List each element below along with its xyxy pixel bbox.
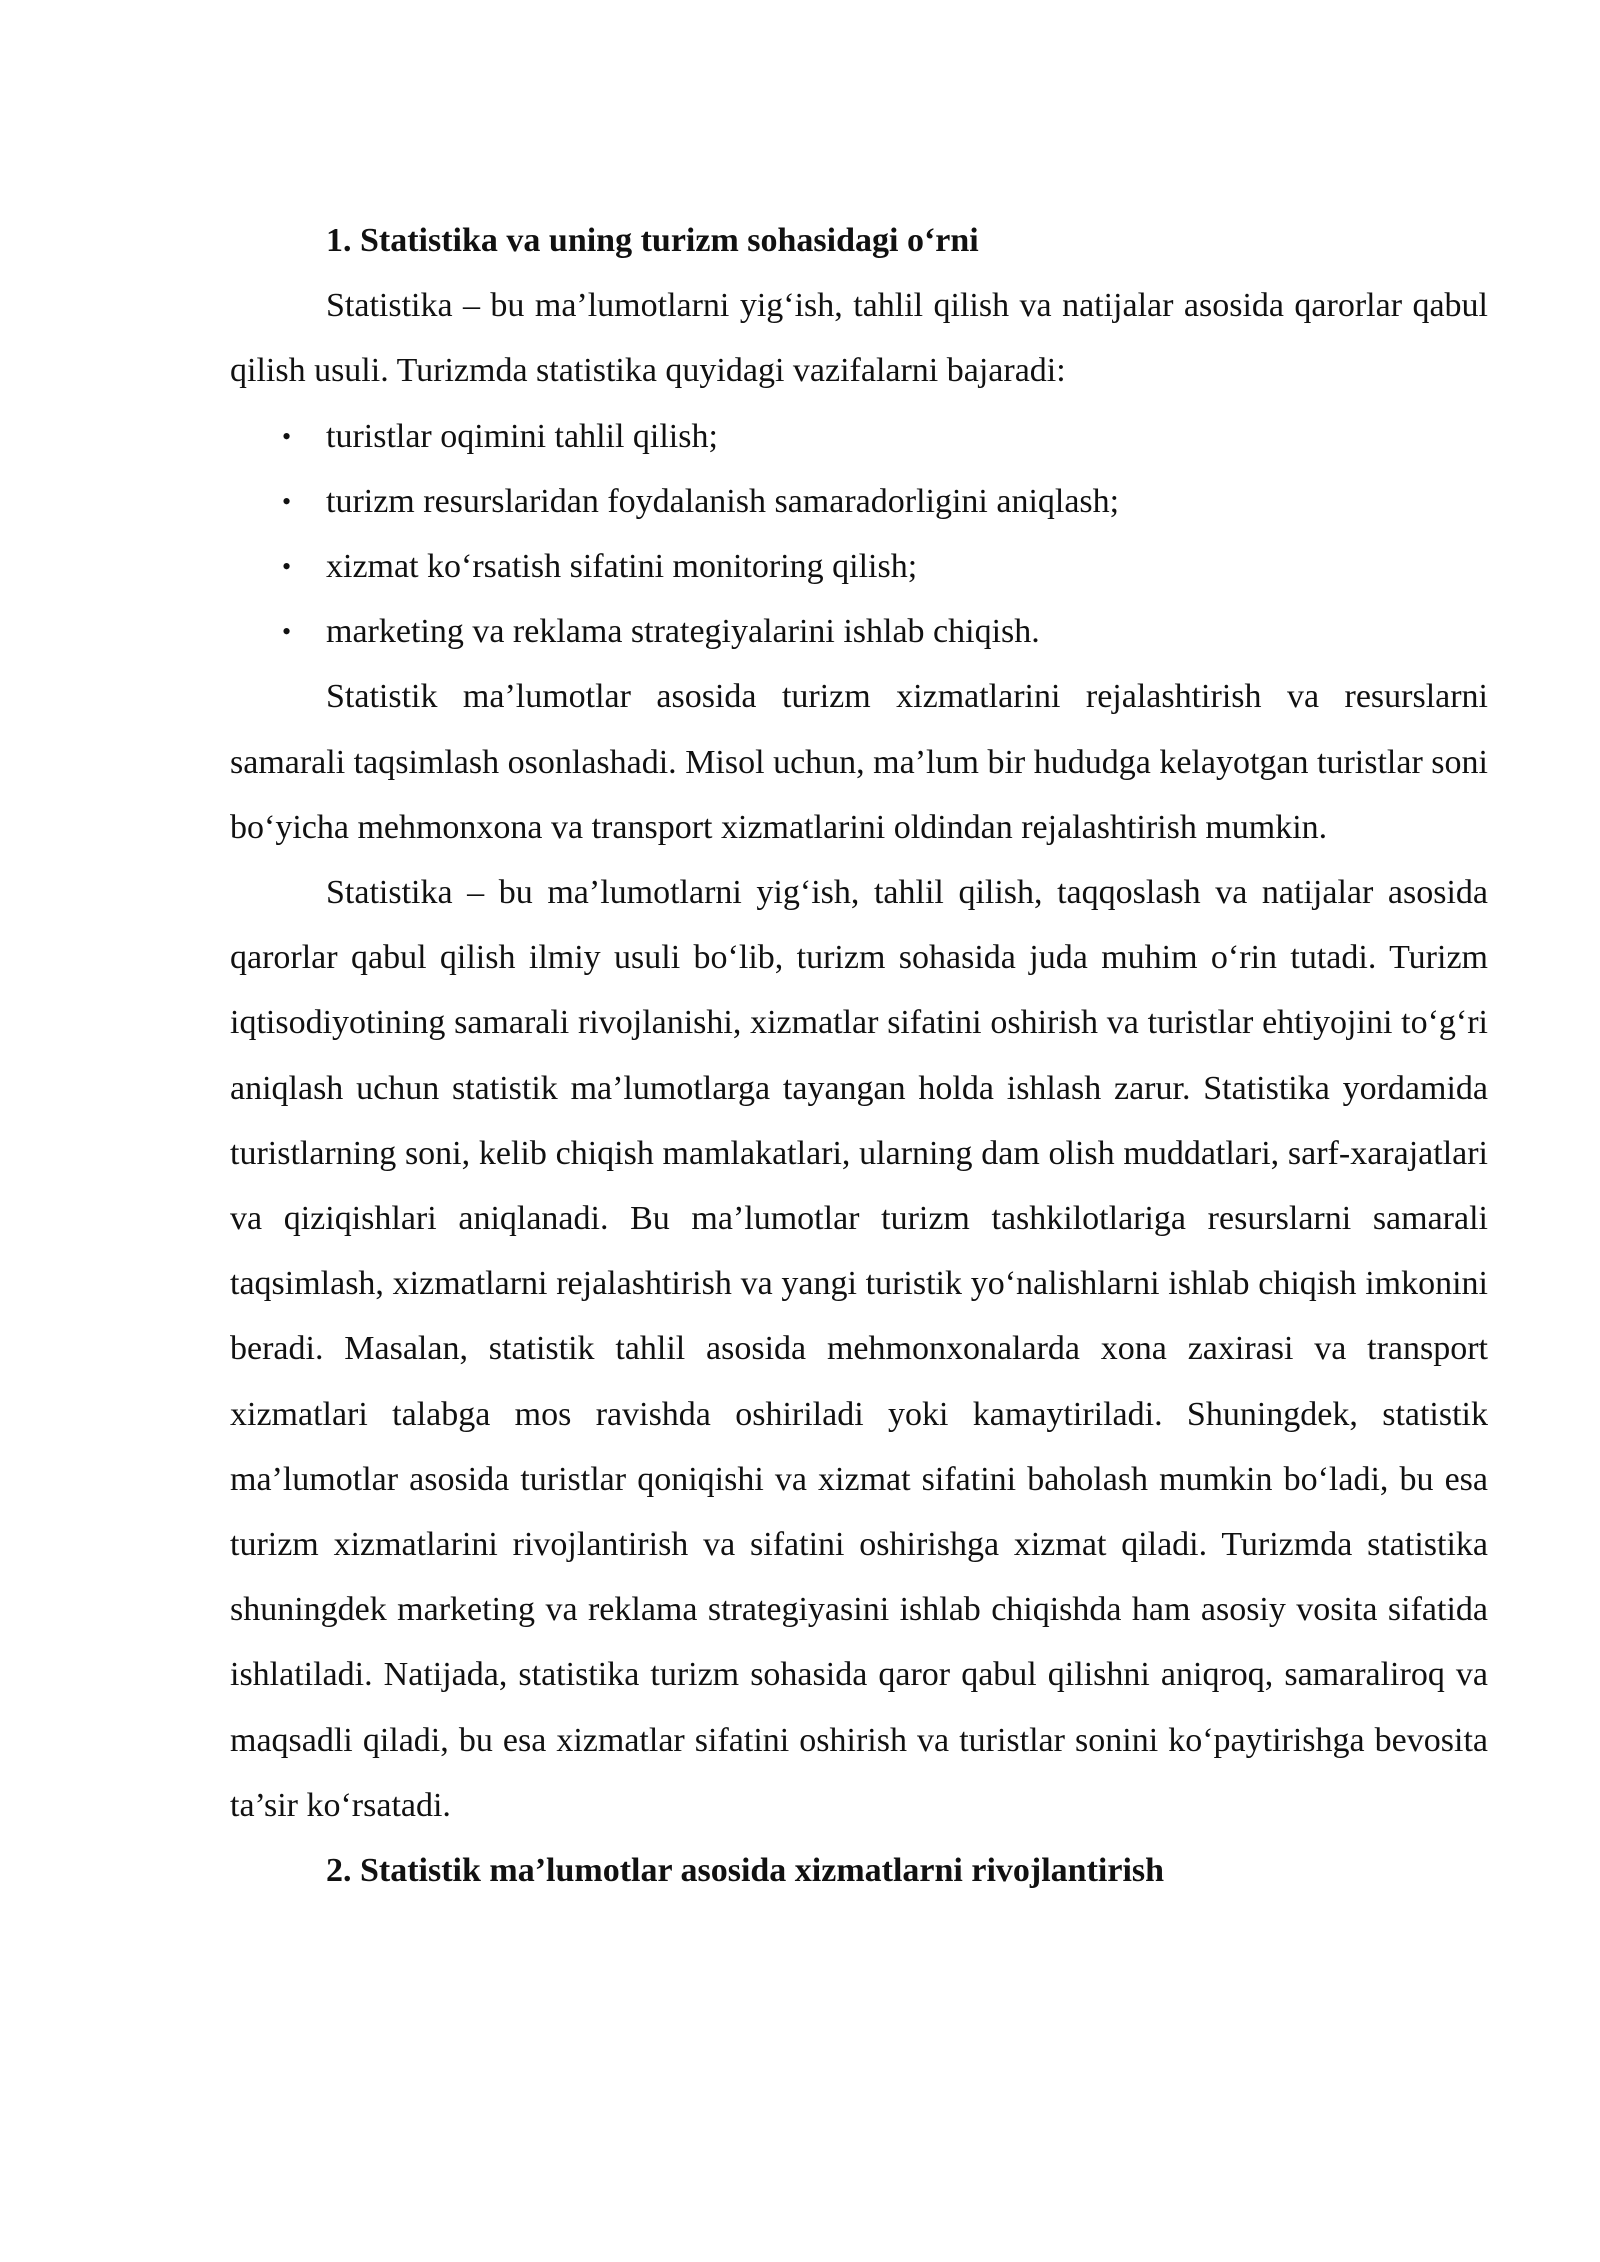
task-bullet-list [230,404,1488,665]
section-1-paragraph-2: Statistik ma’lumotlar asosida turizm xizmatlarini rejalashtirish va resurslarni samarali taqsimlash osonlashadi. Misol uchun, ma’lum bir hududga kelayotgan turistlar soni bo‘yicha mehmonxona va transport xizmatlarini oldindan rejalashtirish mumkin. [230,678,1488,846]
bullet-item-text: marketing va reklama strategiyalarini ishlab chiqish. [326,613,1040,651]
bullet-item [230,404,1488,469]
document-body [230,208,1488,1903]
section-1-intro-paragraph: Statistika – bu ma’lumotlarni yig‘ish, tahlil qilish va natijalar asosida qarorlar qabul qilish usuli. Turizmda statistika quyidagi vazifalarni bajaradi: [230,287,1488,390]
bullet-dot-icon: • [282,421,292,451]
section-1-heading: 1. Statistika va uning turizm sohasidagi o‘rni [326,222,979,259]
bullet-item-text: turistlar oqimini tahlil qilish; [326,417,718,455]
bullet-item [230,599,1488,664]
bullet-item [230,534,1488,599]
section-2-heading: 2. Statistik ma’lumotlar asosida xizmatlarni rivojlantirish [326,1852,1165,1890]
bullet-dot-icon: • [282,617,292,647]
bullet-dot-icon: • [282,552,292,582]
bullet-dot-icon: • [282,486,292,516]
section-1-paragraph-3: Statistika – bu ma’lumotlarni yig‘ish, tahlil qilish, taqqoslash va natijalar asosida qarorlar qabul qilish ilmiy usuli bo‘lib, turizm sohasida juda muhim o‘rin tutadi. Turizm iqtisodiyotining samarali rivojlanishi, xizmatlar sifatini oshirish va turistlar ehtiyojini to‘g‘ri aniqlash uchun statistik ma’lumotlarga tayangan holda ishlash zarur. Statistika yordamida turistlarning soni, kelib chiqish mamlakatlari, ularning dam olish muddatlari, sarf-xarajatlari va qiziqishlari aniqlanadi. Bu ma’lumotlar turizm tashkilotlariga resurslarni samarali taqsimlash, xizmatlarni rejalashtirish va yangi turistik yo‘nalishlarni ishlab chiqish imkonini beradi. Masalan, statistik tahlil asosida mehmonxonalarda xona zaxirasi va transport xizmatlari talabga mos ravishda oshiriladi yoki kamaytiriladi. Shuningdek, statistik ma’lumotlar asosida turistlar qoniqishi va xizmat sifatini baholash mumkin bo‘ladi, bu esa turizm xizmatlarini rivojlantirish va sifatini oshirishga xizmat qiladi. Turizmda statistika shuningdek marketing va reklama strategiyasini ishlab chiqishda ham asosiy vosita sifatida ishlatiladi. Natijada, statistika turizm sohasida qaror qabul qilishni aniqroq, samaraliroq va maqsadli qiladi, bu esa xizmatlar sifatini oshirish va turistlar sonini ko‘paytirishga bevosita ta’sir ko‘rsatadi. [230,874,1488,1824]
bullet-item [230,469,1488,534]
bullet-item-text: turizm resurslaridan foydalanish samaradorligini aniqlash; [326,482,1120,520]
bullet-item-text: xizmat ko‘rsatish sifatini monitoring qilish; [326,548,918,586]
